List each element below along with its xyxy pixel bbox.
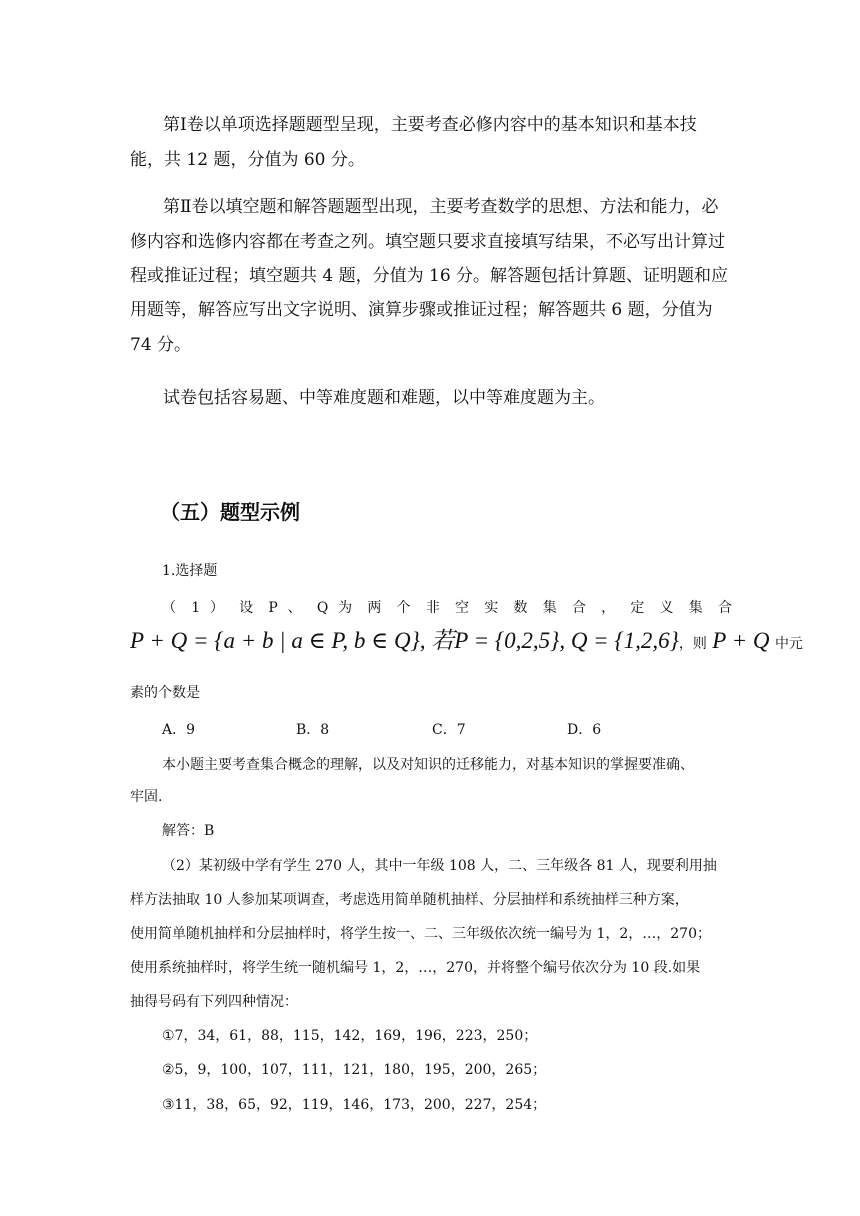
question-1-formula-line	[130, 624, 803, 660]
sample-case-2: ②5，9，100，107，111，121，180，195，200，265；	[162, 1062, 547, 1078]
paragraph-2-line-1: 第Ⅱ卷以填空题和解答题题型出现，主要考查数学的思想、方法和能力，必	[163, 197, 719, 217]
section-heading: （五）题型示例	[160, 500, 300, 524]
paragraph-2-line-4: 用题等，解答应写出文字说明、演算步骤或推证过程；解答题共 6 题，分值为	[130, 300, 713, 320]
option-c: C．7	[432, 722, 466, 738]
question-1-line-3: 素的个数是	[130, 685, 200, 701]
question-1-line-1: （ 1 ） 设 P 、 Q 为 两 个 非 空 实 数 集 合 ， 定 义 集 合	[162, 600, 732, 616]
question-2-line-1: （2）某初级中学有学生 270 人，其中一年级 108 人，二、三年级各 81 人，现要利用抽	[162, 858, 717, 874]
question-2-line-4: 使用系统抽样时，将学生统一随机编号 1，2，…，270，并将整个编号依次分为 10 段.如果	[130, 960, 701, 976]
paragraph-2-line-5: 74 分。	[130, 335, 192, 355]
formula-tail: 中元	[774, 636, 803, 652]
sample-case-3: ③11，38，65，92，119，146，173，200，227，254；	[162, 1097, 547, 1113]
sub-heading: 1.选择题	[162, 563, 218, 579]
question-2-line-2: 样方法抽取 10 人参加某项调查，考虑选用简单随机抽样、分层抽样和系统抽样三种方案，	[130, 892, 689, 908]
formula-connector: ，则	[678, 636, 707, 652]
paragraph-2-line-2: 修内容和选修内容都在考查之列。填空题只要求直接填写结果，不必写出计算过	[130, 232, 725, 252]
option-d: D．6	[567, 722, 602, 738]
question-1-note-line-1: 本小题主要考查集合概念的理解，以及对知识的迁移能力，对基本知识的掌握要准确、	[162, 757, 694, 773]
question-2-line-5: 抽得号码有下列四种情况：	[130, 994, 298, 1010]
set-sum-expression: P + Q	[712, 628, 770, 653]
option-a: A．9	[162, 722, 196, 738]
paragraph-1-line-2: 能，共 12 题，分值为 60 分。	[130, 150, 365, 170]
paragraph-2-line-3: 程或推证过程；填空题共 4 题，分值为 16 分。解答题包括计算题、证明题和应	[130, 266, 729, 286]
option-b: B．8	[296, 722, 330, 738]
paragraph-3-line-1: 试卷包括容易题、中等难度题和难题，以中等难度题为主。	[163, 388, 605, 408]
question-1-answer: 解答：B	[162, 823, 215, 839]
question-1-note-line-2: 牢固.	[130, 789, 163, 805]
set-sum-formula: P + Q = {a + b | a ∈ P, b ∈ Q}, 若P = {0,2,5}, Q = {1,2,6}	[130, 628, 679, 653]
paragraph-1-line-1: 第Ⅰ卷以单项选择题题型呈现，主要考查必修内容中的基本知识和基本技	[163, 115, 697, 135]
question-2-line-3: 使用简单随机抽样和分层抽样时，将学生按一、二、三年级依次统一编号为 1，2，…，270；	[130, 926, 711, 942]
sample-case-1: ①7，34，61，88，115，142，169，196，223，250；	[162, 1028, 538, 1044]
